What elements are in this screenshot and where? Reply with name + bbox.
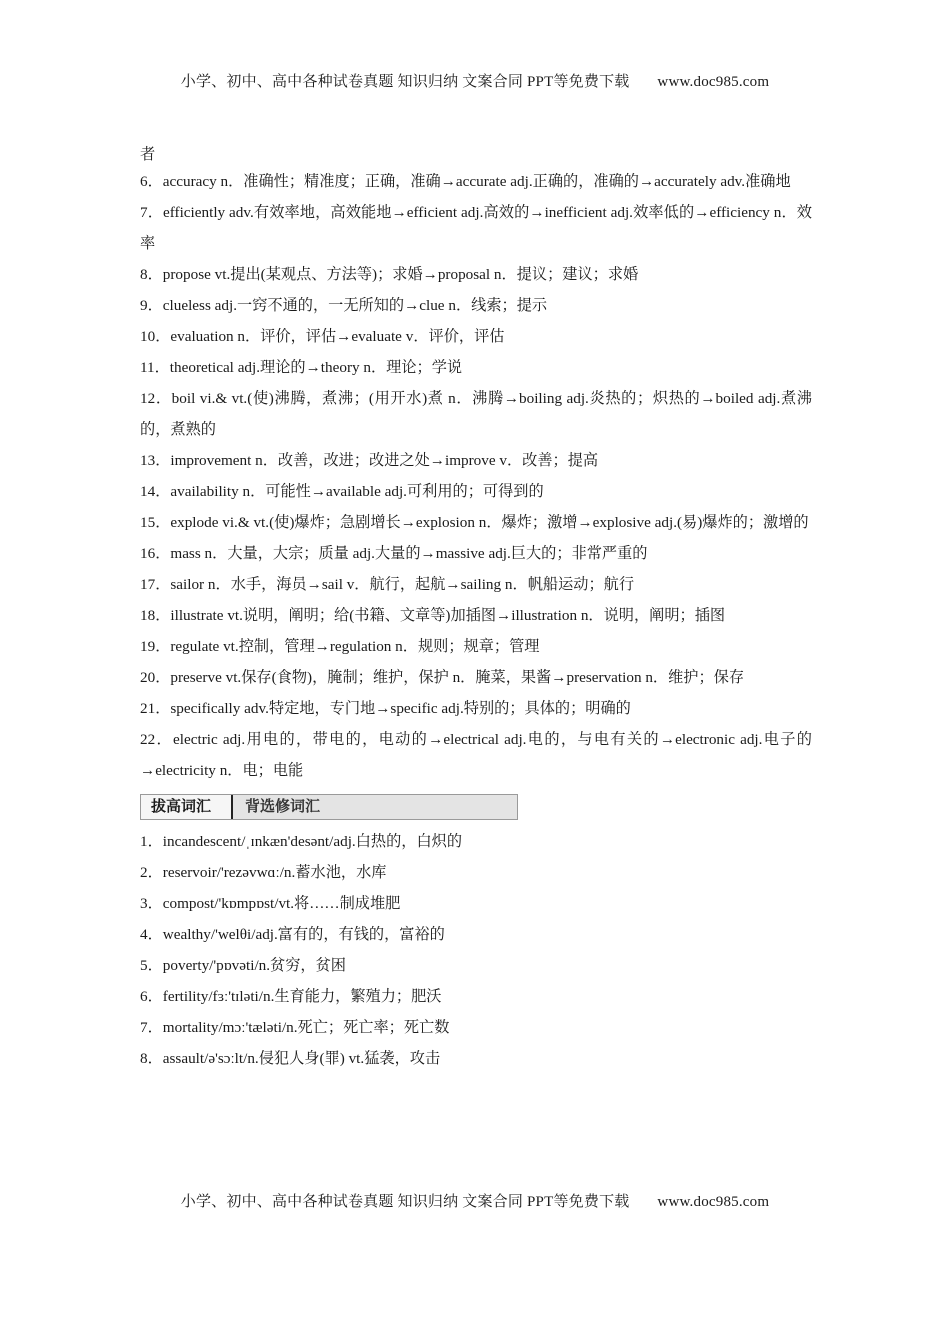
continued-text: 者: [140, 146, 156, 163]
vocab-entry-19: 19．regulate vt.控制，管理→regulation n．规则；规章；管理: [140, 638, 540, 655]
section-heading-bar: [140, 794, 518, 820]
vocab-entry-7: 7．efficiently adv.有效率地，高效能地→efficient adj.高效的→inefficient adj.效率低的→efficiency n．效率: [140, 204, 812, 252]
document-body: [140, 144, 812, 1074]
vocab-entry-21: 21．specifically adv.特定地，专门地→specific adj.特别的；具体的；明确的: [140, 700, 631, 717]
header-text: 小学、初中、高中各种试卷真题 知识归纳 文案合同 PPT等免费下载: [180, 74, 630, 90]
advanced-entry-4: 4．wealthy/'welθi/adj.富有的，有钱的，富裕的: [140, 926, 445, 943]
vocab-entry-9: 9．clueless adj.一窍不通的，一无所知的→clue n．线索；提示: [140, 297, 548, 314]
advanced-entry-7: 7．mortality/mɔː'tæləti/n.死亡；死亡率；死亡数: [140, 1019, 450, 1036]
vocab-entry-10: 10．evaluation n．评价，评估→evaluate v．评价，评估: [140, 328, 505, 345]
advanced-entry-1: 1．incandescent/ˌɪnkæn'desənt/adj.白热的，白炽的: [140, 833, 463, 850]
vocab-entry-6: 6．accuracy n．准确性；精准度；正确，准确→accurate adj.正确的，准确的→accurately adv.准确地: [140, 173, 791, 190]
vocab-entry-8: 8．propose vt.提出(某观点、方法等)；求婚→proposal n．提议；建议；求婚: [140, 266, 639, 283]
vocab-entry-11: 11．theoretical adj.理论的→theory n．理论；学说: [140, 359, 463, 376]
vocab-entry-18: 18．illustrate vt.说明，阐明；给(书籍、文章等)加插图→illustration n．说明，阐明；插图: [140, 607, 726, 624]
vocab-entry-17: 17．sailor n．水手，海员→sail v．航行，起航→sailing n．帆船运动；航行: [140, 576, 635, 593]
vocab-entry-13: 13．improvement n．改善，改进；改进之处→improve v．改善；提高: [140, 452, 599, 469]
advanced-vocab-list: [140, 826, 812, 1074]
section-tab-label: 拔高词汇: [141, 795, 233, 819]
advanced-entry-5: 5．poverty/'pɒvəti/n.贫穷，贫困: [140, 957, 346, 974]
vocab-entry-14: 14．availability n．可能性→available adj.可利用的；可得到的: [140, 483, 544, 500]
header-url[interactable]: www.doc985.com: [657, 74, 770, 90]
footer-url[interactable]: www.doc985.com: [657, 1194, 770, 1210]
page-footer: [0, 1190, 950, 1211]
vocab-entry-22: 22．electric adj.用电的，带电的，电动的→electrical adj.电的，与电有关的→electronic adj.电子的→electricity n．电；电能: [140, 731, 812, 779]
advanced-entry-2: 2．reservoir/'rezəvwɑː/n.蓄水池，水库: [140, 864, 387, 881]
page-header: [0, 70, 950, 91]
vocab-entry-16: 16．mass n．大量，大宗；质量 adj.大量的→massive adj.巨大的；非常严重的: [140, 545, 648, 562]
advanced-entry-3: 3．compost/'kɒmpɒst/vt.将……制成堆肥: [140, 895, 401, 912]
advanced-entry-8: 8．assault/ə'sɔːlt/n.侵犯人身(罪) vt.猛袭，攻击: [140, 1050, 441, 1067]
vocab-entry-20: 20．preserve vt.保存(食物)，腌制；维护，保护 n．腌菜，果酱→preservation n．维护；保存: [140, 669, 745, 686]
vocab-entry-15: 15．explode vi.& vt.(使)爆炸；急剧增长→explosion n．爆炸；激增→explosive adj.(易)爆炸的；激增的: [140, 514, 809, 531]
section-subtitle: 背选修词汇: [245, 799, 321, 815]
footer-text: 小学、初中、高中各种试卷真题 知识归纳 文案合同 PPT等免费下载: [180, 1194, 630, 1210]
advanced-entry-6: 6．fertility/fɜː'tɪləti/n.生育能力，繁殖力；肥沃: [140, 988, 442, 1005]
vocab-entry-12: 12．boil vi.& vt.(使)沸腾，煮沸；(用开水)煮 n．沸腾→boiling adj.炎热的；炽热的→boiled adj.煮沸的，煮熟的: [140, 390, 812, 438]
